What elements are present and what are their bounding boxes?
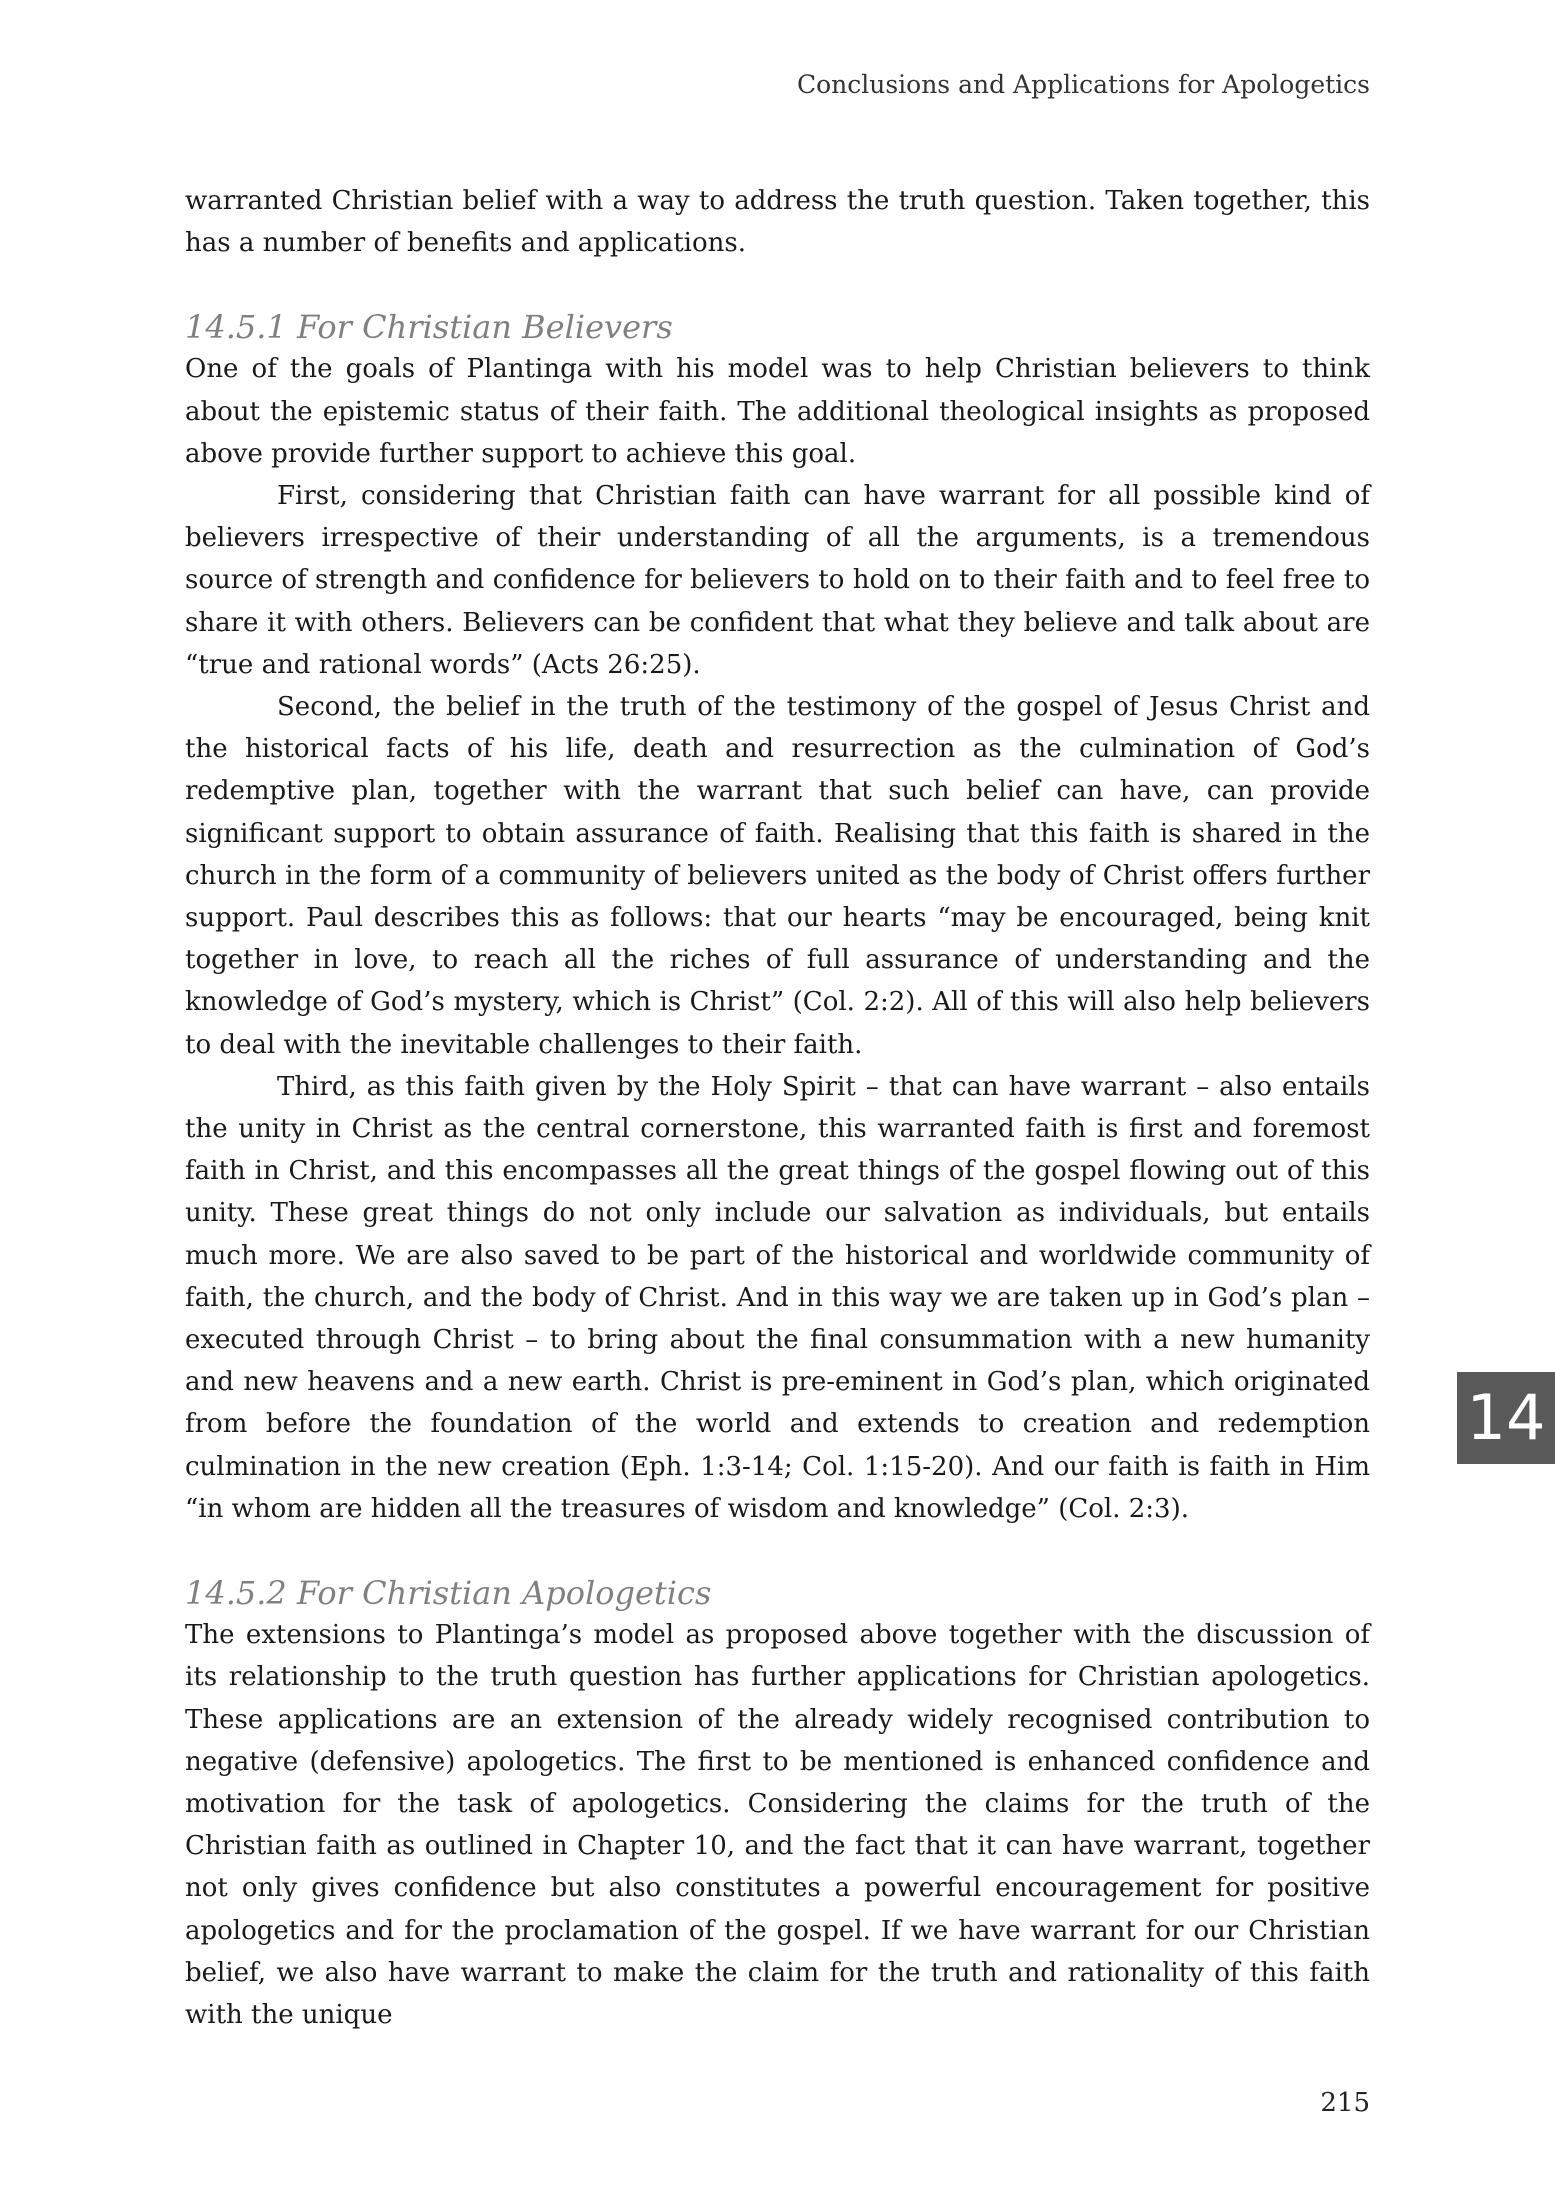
chapter-number-tab: 14: [1457, 1372, 1555, 1464]
page-number: 215: [1320, 2088, 1370, 2118]
paragraph-believers-4: Third, as this faith given by the Holy Spirit – that can have warrant – also entails the unity in Christ as the central cornerstone, this warranted faith is first and foremost faith in Christ, and this encompasses all the great things of the gospel flowing out of this unity. These great things do not only include our salvation as individuals, but entails much more. We are also saved to be part of the historical and worldwide community of faith, the church, and the body of Christ. And in this way we are taken up in God’s plan – executed through Christ – to bring about the final consummation with a new humanity and new heavens and a new earth. Christ is pre-eminent in God’s plan, which originated from before the foundation of the world and extends to creation and redemption culmination in the new creation (Eph. 1:3-14; Col. 1:15-20). And our faith is faith in Him “in whom are hidden all the treasures of wisdom and knowledge” (Col. 2:3).: [185, 1071, 1370, 1524]
paragraph-believers-2: First, considering that Christian faith can have warrant for all possible kind of believers irrespective of their understanding of all the arguments, is a tremendous source of strength and confidence for believers to hold on to their faith and to feel free to share it with others. Believers can be confident that what they believe and talk about are “true and rational words” (Acts 26:25).: [185, 481, 1370, 680]
page-body: [185, 180, 1370, 2036]
section-heading-apologetics: 14.5.2 For Christian Apologetics: [185, 1574, 712, 1613]
intro-paragraph: warranted Christian belief with a way to address the truth question. Taken together, this has a number of benefits and applications.: [185, 186, 1370, 259]
paragraph-apologetics-1: The extensions to Plantinga’s model as proposed above together with the discussion of its relationship to the truth question has further applications for Christian apologetics. These applications are an extension of the already widely recognised contribution to negative (defensive) apologetics. The first to be mentioned is enhanced confidence and motivation for the task of apologetics. Considering the claims for the truth of the Christian faith as outlined in Chapter 10, and the fact that it can have warrant, together not only gives confidence but also constitutes a powerful encouragement for positive apologetics and for the proclamation of the gospel. If we have warrant for our Christian belief, we also have warrant to make the claim for the truth and rationality of this faith with the unique: [185, 1620, 1370, 2030]
paragraph-believers-3: Second, the belief in the truth of the testimony of the gospel of Jesus Christ and the historical facts of his life, death and resurrection as the culmination of God’s redemptive plan, together with the warrant that such belief can have, can provide significant support to obtain assurance of faith. Realising that this faith is shared in the church in the form of a community of believers united as the body of Christ offers further support. Paul describes this as follows: that our hearts “may be encouraged, being knit together in love, to reach all the riches of full assurance of understanding and the knowledge of God’s mystery, which is Christ” (Col. 2:2). All of this will also help believers to deal with the inevitable challenges to their faith.: [185, 692, 1370, 1060]
paragraph-believers-1: One of the goals of Plantinga with his model was to help Christian believers to think about the epistemic status of their faith. The additional theological insights as proposed above provide further support to achieve this goal.: [185, 354, 1370, 469]
running-header: Conclusions and Applications for Apologetics: [796, 70, 1370, 99]
section-heading-believers: 14.5.1 For Christian Believers: [185, 308, 673, 347]
